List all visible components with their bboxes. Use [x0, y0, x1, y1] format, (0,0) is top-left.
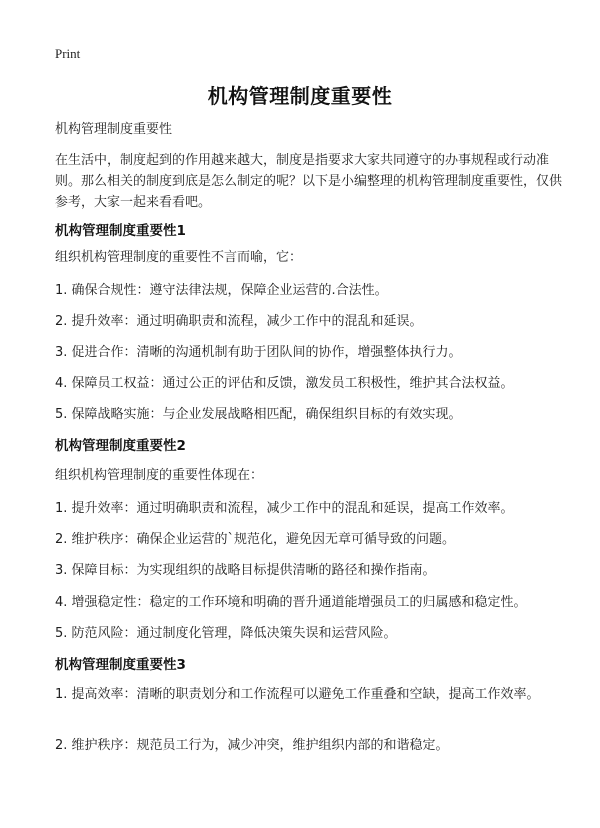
list-item: 2. 维护秩序：规范员工行为，减少冲突，维护组织内部的和谐稳定。: [55, 738, 449, 753]
print-link[interactable]: Print: [55, 46, 81, 61]
section-heading-1: 机构管理制度重要性1: [55, 223, 186, 239]
list-item: 1. 提高效率：清晰的职责划分和工作流程可以避免工作重叠和空缺，提高工作效率。: [55, 687, 540, 702]
list-item: 5. 防范风险：通过制度化管理，降低决策失误和运营风险。: [55, 626, 397, 641]
list-item: 1. 提升效率：通过明确职责和流程，减少工作中的混乱和延误，提高工作效率。: [55, 501, 514, 516]
section-lead-2: 组织机构管理制度的重要性体现在：: [55, 468, 264, 483]
section-heading-2: 机构管理制度重要性2: [55, 438, 186, 454]
list-item: 1. 确保合规性：遵守法律法规，保障企业运营的.合法性。: [55, 283, 388, 298]
list-item: 3. 促进合作：清晰的沟通机制有助于团队间的协作，增强整体执行力。: [55, 345, 462, 360]
list-item: 3. 保障目标：为实现组织的战略目标提供清晰的路径和操作指南。: [55, 563, 436, 578]
list-item: 2. 维护秩序：确保企业运营的`规范化，避免因无章可循导致的问题。: [55, 532, 456, 547]
list-item: 2. 提升效率：通过明确职责和流程，减少工作中的混乱和延误。: [55, 314, 423, 329]
section-heading-3: 机构管理制度重要性3: [55, 657, 186, 673]
list-item: 4. 增强稳定性：稳定的工作环境和明确的晋升通道能增强员工的归属感和稳定性。: [55, 595, 527, 610]
intro-paragraph: 在生活中，制度起到的作用越来越大，制度是指要求大家共同遵守的办事规程或行动准则。那么相关的制度到底是怎么制定的呢？以下是小编整理的机构管理制度重要性，仅供参考，大家一起来看看吧。: [55, 153, 563, 210]
list-item: 4. 保障员工权益：通过公正的评估和反馈，激发员工积极性，维护其合法权益。: [55, 376, 514, 391]
list-item: 5. 保障战略实施：与企业发展战略相匹配，确保组织目标的有效实现。: [55, 407, 462, 422]
page-title: 机构管理制度重要性: [207, 84, 393, 108]
section-lead-1: 组织机构管理制度的重要性不言而喻，它：: [55, 250, 303, 265]
doc-subtitle: 机构管理制度重要性: [55, 122, 173, 137]
